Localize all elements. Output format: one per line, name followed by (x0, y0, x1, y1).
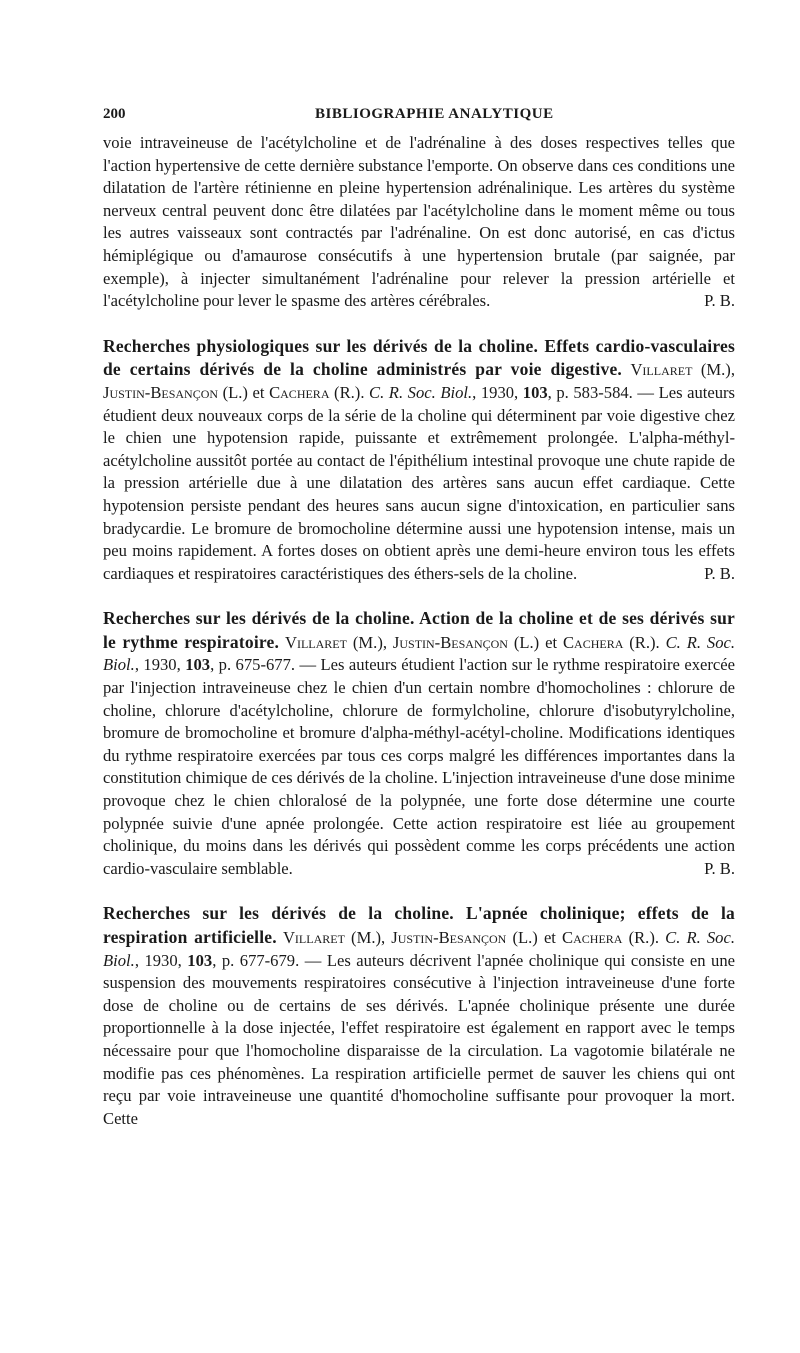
bibliography-entry: Recherches sur les dérivés de la choline. L'apnée cholinique; effets de la respiration artificielle. Villaret (M.), Justin-Besançon (L.) et Cachera (R.). C. R. Soc. Biol., 1930, 103, p. 677-679. — Les auteurs décrivent l'apnée cholinique qui consiste en une suspension des mouvements respiratoires consécutive à l'injection intraveineuse d'une forte dose de choline ou de certains de ses dérivés. L'apnée cholinique présente une durée proportionnelle à la dose injectée, l'effet respiratoire est également en rapport avec le temps nécessaire pour que l'homocholine disparaisse de la circulation. La vagotomie bilatérale ne modifie pas ces phénomènes. La respiration artificielle permet de sauver les chiens qui ont reçu par voie intraveineuse une quantité d'homocholine suffisante pour provoquer la mort. Cette (103, 903, 736, 1128)
author: Villaret (630, 360, 693, 380)
volume: 103 (522, 382, 548, 402)
journal: C. R. Soc. Biol. (103, 928, 735, 970)
author: Justin-Besançon (103, 382, 219, 402)
bibliography-entry: Recherches sur les dérivés de la choline. Action de la choline et de ses dérivés sur le rythme respiratoire. Villaret (M.), Justin-Besançon (L.) et Cachera (R.). C. R. Soc. Biol., 1930, 103, p. 675-677. — Les auteurs étudient l'action sur le rythme respiratoire exercée par l'injection intraveineuse chez le chien d'un certain nombre d'homocholines : chlorure de choline, chlorure d'acétylcholine, chlorure de formylcholine, chlorure d'isobutyrylcholine, bromure de bromocholine et bromure d'alpha-méthyl-acétyl-choline. Modifications identiques du rythme respiratoire exercées par tous ces corps malgré les différences importantes dans la constitution chimique de ces dérivés de la choline. L'injection intraveineuse d'une dose minime provoque chez le chien chloralosé de la polypnée, une forte dose détermine une courte polypnée suivie d'une apnée prolongée. Cette action respiratoire est liée au groupement cholinique, du moins dans les dérivés qui possèdent comme les corps précédents une action cardio-vasculaire semblable. P. B. (103, 607, 735, 880)
continuation-text: voie intraveineuse de l'acétylcholine et de l'adrénaline à des doses respectives telles que l'action hypertensive de cette dernière substance l'emporte. On observe dans ces conditions une dilatation de l'artère rétinienne en pleine hypertension adrénalinique. Les artères du système nerveux central peuvent donc être dilatées par l'acétylcholine dans le moment même ou tous les autres vaisseaux sont contractés par l'adrénaline. On est donc autorisé, en cas d'ictus hémiplégique ou d'amaurose consécutifs à une hypertension brutale (par saignée, par exemple), à injecter simultanément l'adrénaline pour relever la pression artérielle et l'acétylcholine pour lever le spasme des artères cérébrales. (103, 133, 735, 311)
abstract: — Les auteurs étudient deux nouveaux corps de la série de la choline qui déterminent par voie digestive chez le chien une hypotension rapide, puissante et extrêmement prolongée. L'alpha-méthyl-acétylcholine aussitôt portée au contact de l'épithélium intestinal provoque une chute rapide de la pression artérielle due à une dilatation des artères sans aucun effet cardiaque. Cette hypotension persiste pendant des heures sans aucun signe d'intoxication, en particulier sans bradycardie. Le bromure de bromocholine détermine aussi une hypotension intense, mais un peu moins rapidement. A fortes doses on obtient après une demi-heure environ tous les effets cardiaques et respiratoires caractéristiques des éthers-sels de la choline. (103, 382, 736, 583)
author: Cachera (562, 928, 623, 947)
volume: 103 (185, 655, 211, 675)
page (103, 102, 735, 1130)
entry-title: Recherches physiologiques sur les dérivés de la choline. Effets cardio-vasculaires de certains dérivés de la choline administrés par voie digestive. (103, 335, 735, 380)
author: Cachera (269, 382, 330, 402)
page-number: 200 (103, 106, 126, 122)
author: Villaret (282, 928, 345, 947)
abstract: — Les auteurs décrivent l'apnée cholinique qui consiste en une suspension des mouvements respiratoires consécutive à l'injection intraveineuse d'une forte dose de choline ou de certains de ses dérivés. L'apnée cholinique présente une durée proportionnelle à la dose injectée, l'effet respiratoire est également en rapport avec le temps nécessaire pour que l'homocholine disparaisse de la circulation. La vagotomie bilatérale ne modifie pas ces phénomènes. La respiration artificielle permet de sauver les chiens qui ont reçu par voie intraveineuse une quantité d'homocholine suffisante pour provoquer la mort. Cette (103, 950, 736, 1128)
author: Justin-Besançon (392, 632, 508, 652)
running-title: BIBLIOGRAPHIE ANALYTIQUE (315, 106, 554, 122)
author: Cachera (562, 632, 624, 652)
journal: C. R. Soc. Biol. (369, 382, 473, 402)
signature: P. B. (704, 291, 735, 311)
author: Villaret (285, 632, 347, 652)
volume: 103 (187, 950, 213, 970)
entry-title: Recherches sur les dérivés de la choline. Action de la choline et de ses dérivés sur le rythme respiratoire. (103, 608, 735, 652)
signature: P. B. (704, 563, 735, 583)
author: Justin-Besançon (391, 928, 507, 947)
continuation-paragraph (103, 132, 735, 313)
entry-title: Recherches sur les dérivés de la choline. L'apnée cholinique; effets de la respiration artificielle. (103, 903, 735, 947)
abstract: — Les auteurs étudient l'action sur le rythme respiratoire exercée par l'injection intraveineuse chez le chien d'un certain nombre d'homocholines : chlorure de choline, chlorure d'acétylcholine, chlorure de formylcholine, chlorure d'isobutyrylcholine, bromure de bromocholine et bromure d'alpha-méthyl-acétyl-choline. Modifications identiques du rythme respiratoire exercées par tous ces corps malgré les différences importantes dans la constitution chimique de ces dérivés de la choline. L'injection intraveineuse d'une dose minime provoque chez le chien chloralosé de la polypnée, une forte dose détermine une courte polypnée suivie d'une apnée prolongée. Cette action respiratoire est liée au groupement cholinique, du moins dans les dérivés qui possèdent comme les corps précédents une action cardio-vasculaire semblable. (103, 655, 736, 878)
bibliography-entry: Recherches physiologiques sur les dérivés de la choline. Effets cardio-vasculaires de certains dérivés de la choline administrés par voie digestive. Villaret (M.), Justin-Besançon (L.) et Cachera (R.). C. R. Soc. Biol., 1930, 103, p. 583-584. — Les auteurs étudient deux nouveaux corps de la série de la choline qui déterminent par voie digestive chez le chien une hypotension rapide, puissante et extrêmement prolongée. L'alpha-méthyl-acétylcholine aussitôt portée au contact de l'épithélium intestinal provoque une chute rapide de la pression artérielle due à une dilatation des artères sans aucun effet cardiaque. Cette hypotension persiste pendant des heures sans aucun signe d'intoxication, en particulier sans bradycardie. Le bromure de bromocholine détermine aussi une hypotension intense, mais un peu moins rapidement. A fortes doses on obtient après une demi-heure environ tous les effets cardiaques et respiratoires caractéristiques des éthers-sels de la choline. P. B. (103, 335, 735, 586)
signature: P. B. (704, 858, 735, 878)
page-header (103, 102, 735, 132)
journal: C. R. Soc. Biol. (103, 632, 736, 675)
